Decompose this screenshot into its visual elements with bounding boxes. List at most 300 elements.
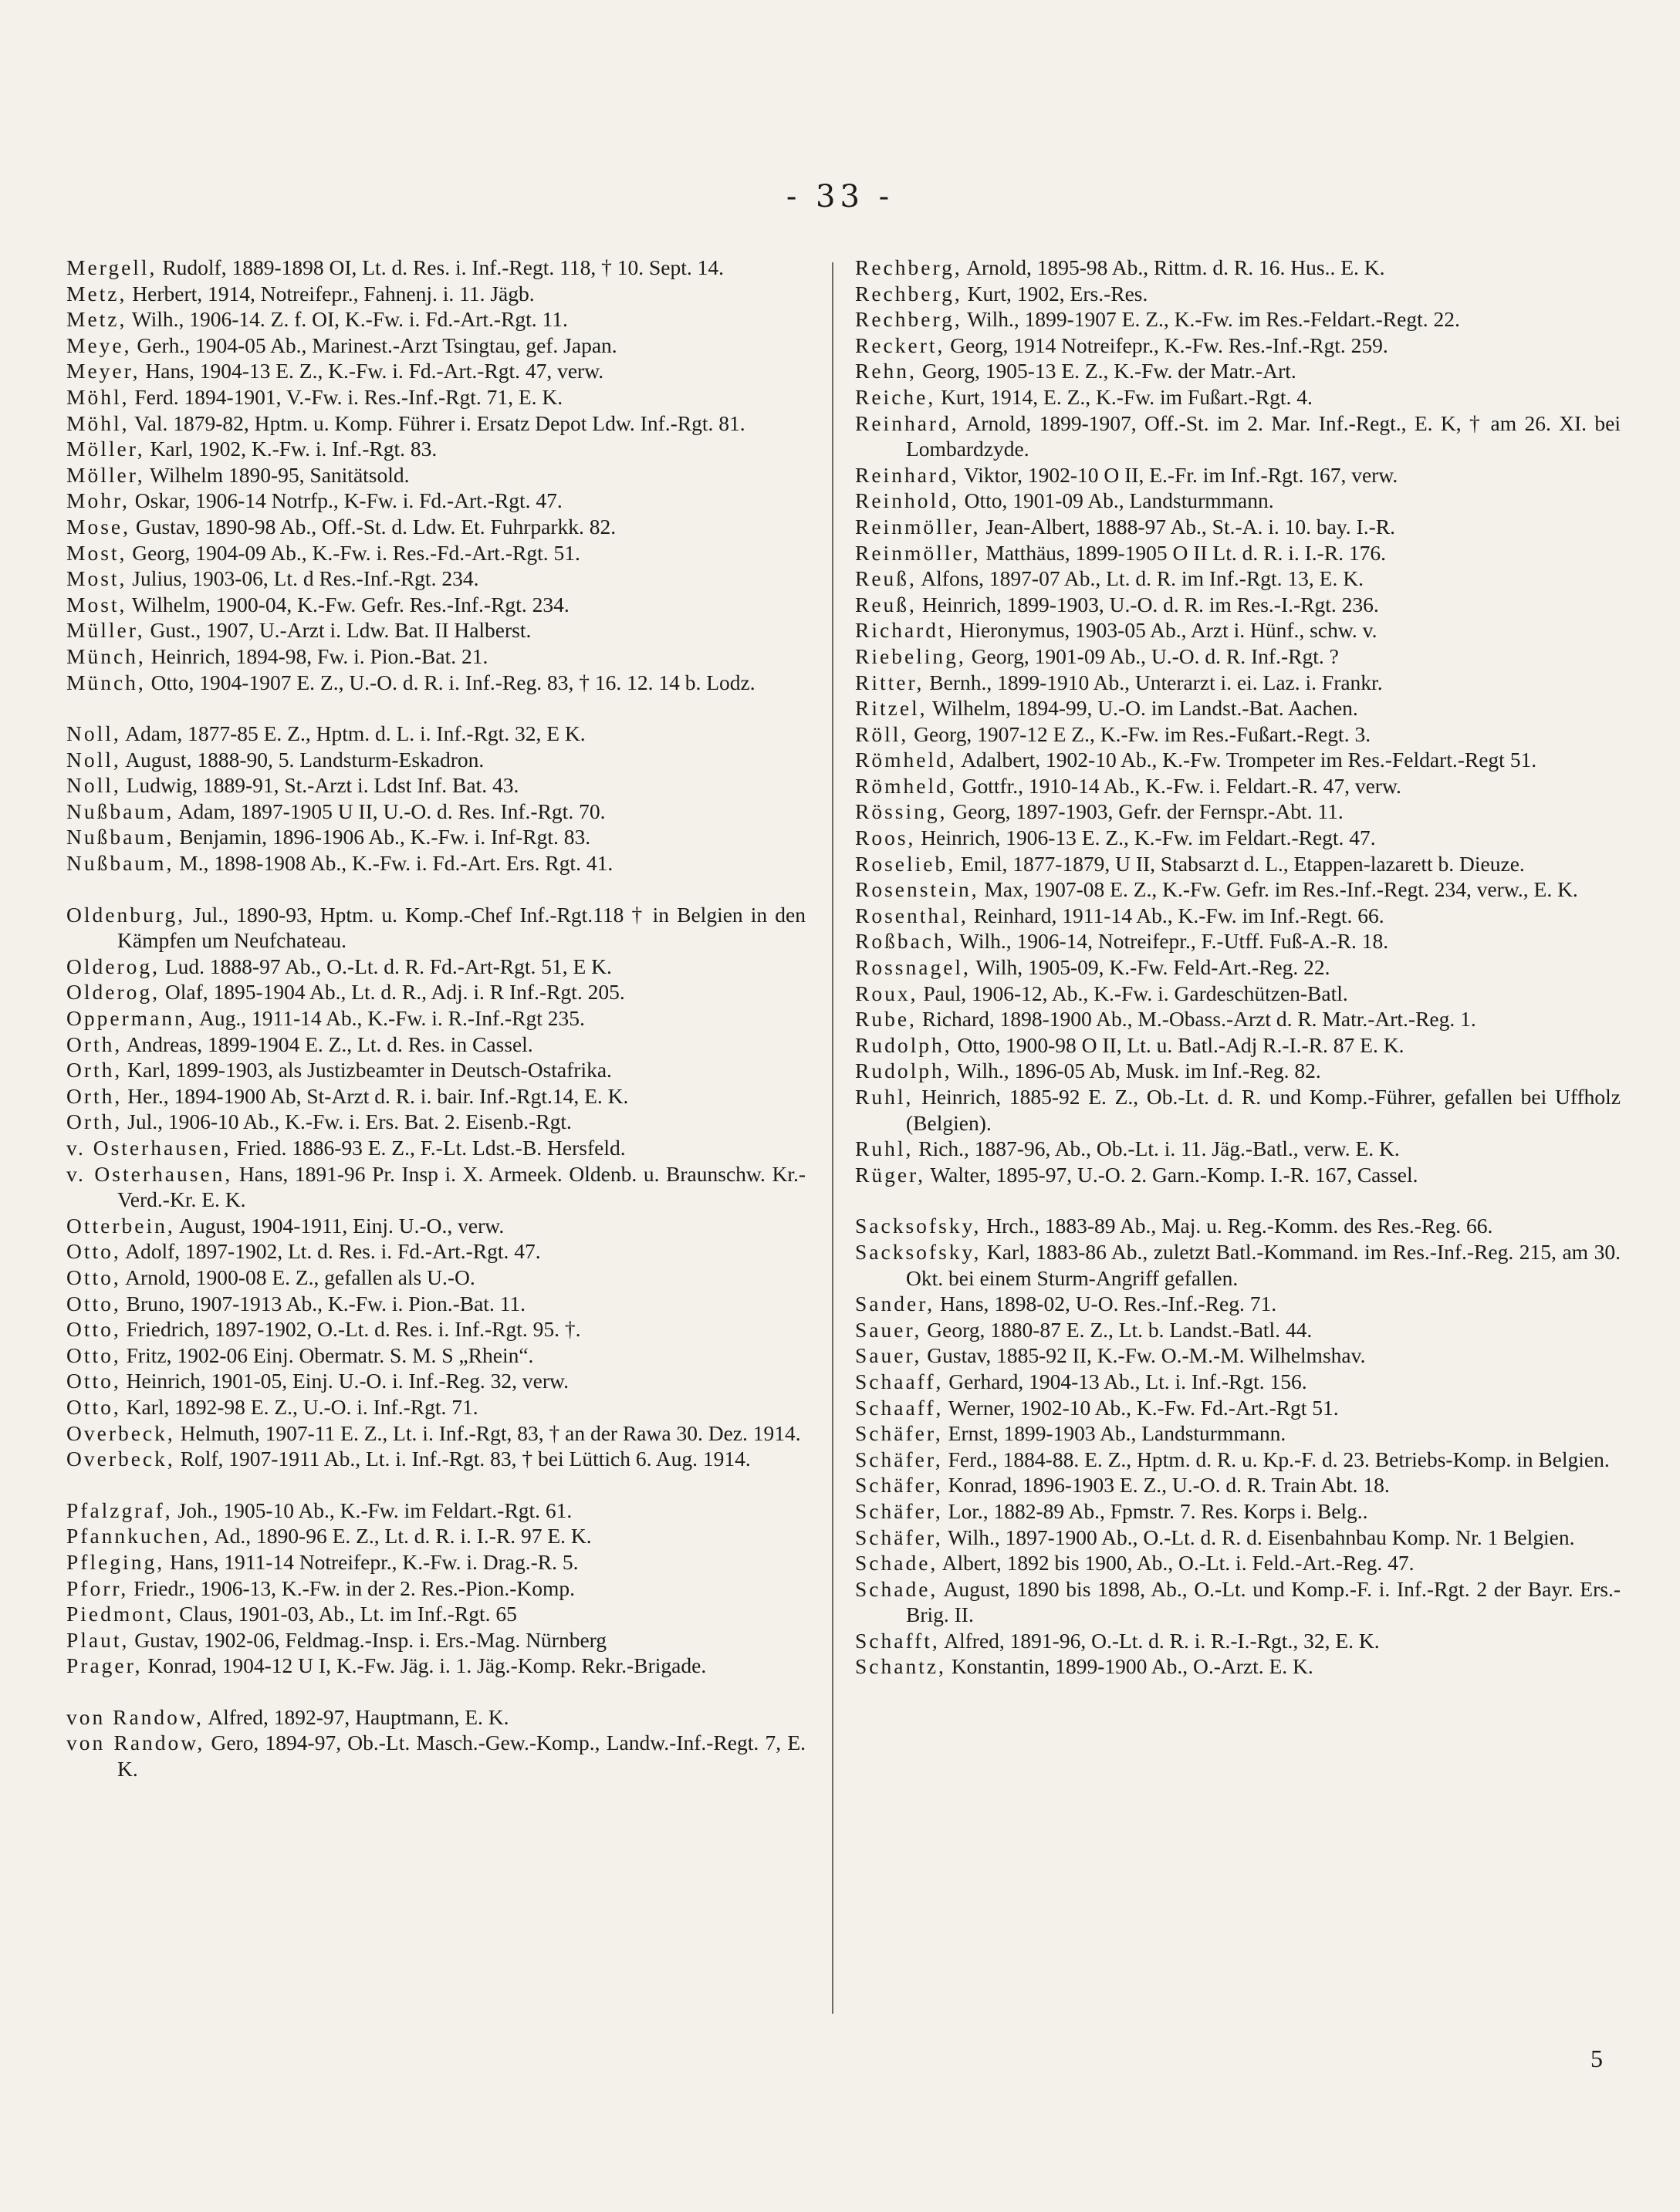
roster-entry: [855, 617, 1621, 643]
roster-entry: [66, 566, 806, 592]
roster-entry: [855, 981, 1621, 1007]
entry-name: Möhl,: [66, 384, 130, 409]
entry-details: Alfons, 1897-07 Ab., Lt. d. R. im Inf.-Rgt. 13, E. K.: [916, 566, 1364, 591]
entry-details: Matthäus, 1899-1905 O II Lt. d. R. i. I.-R. 176.: [980, 540, 1387, 565]
entry-details: Wilh., 1899-1907 E. Z., K.-Fw. im Res.-Feldart.-Regt. 22.: [962, 307, 1460, 332]
entry-details: Adolf, 1897-1902, Lt. d. Res. i. Fd.-Art.-Rgt. 47.: [120, 1239, 541, 1264]
roster-entry: [855, 1084, 1621, 1136]
entry-details: Arnold, 1895-98 Ab., Rittm. d. R. 16. Hus.. E. K.: [962, 255, 1385, 279]
entry-name: Möller,: [66, 462, 145, 487]
column-divider: [832, 262, 833, 2014]
roster-entry: [855, 410, 1621, 462]
entry-details: Karl, 1899-1903, als Justizbeamter in Deutsch-Ostafrika.: [122, 1058, 612, 1082]
entry-name: Noll,: [66, 747, 121, 772]
entry-name: Möller,: [66, 437, 145, 461]
entry-name: Münch,: [66, 643, 146, 668]
entry-name: Pfleging,: [66, 1549, 165, 1574]
entry-details: Wilh, 1905-09, K.-Fw. Feld-Art.-Reg. 22.: [970, 955, 1330, 980]
section-gap: [855, 1187, 1621, 1213]
entry-details: Rich., 1887-96, Ab., Ob.-Lt. i. 11. Jäg.-Batl., verw. E. K.: [913, 1136, 1400, 1161]
entry-details: Aug., 1911-14 Ab., K.-Fw. i. R.-Inf.-Rgt 235.: [194, 1006, 585, 1031]
entry-details: Gerhard, 1904-13 Ab., Lt. i. Inf.-Rgt. 156.: [943, 1369, 1307, 1393]
roster-entry: [66, 333, 806, 359]
roster-entry: [66, 488, 806, 514]
entry-name: Piedmont,: [66, 1602, 174, 1626]
roster-entry: [855, 799, 1621, 825]
roster-entry: [66, 1653, 806, 1679]
right-column: [855, 255, 1621, 1680]
entry-name: Reuß,: [855, 592, 917, 616]
roster-entry: [855, 747, 1621, 773]
left-column: [66, 255, 806, 1782]
entry-details: Wilh., 1896-05 Ab, Musk. im Inf.-Reg. 82.: [952, 1059, 1321, 1083]
entry-name: Most,: [66, 592, 127, 616]
entry-name: von Randow,: [66, 1731, 205, 1755]
entry-name: Otterbein,: [66, 1213, 175, 1238]
entry-name: Röll,: [855, 721, 909, 746]
entry-details: Claus, 1901-03, Ab., Lt. im Inf.-Rgt. 65: [174, 1602, 517, 1626]
entry-name: Overbeck,: [66, 1420, 175, 1445]
entry-details: Gottfr., 1910-14 Ab., K.-Fw. i. Feldart.-R. 47, verw.: [956, 773, 1401, 798]
roster-entry: [66, 1057, 806, 1083]
entry-name: Riebeling,: [855, 643, 966, 668]
roster-entry: [66, 462, 806, 488]
entry-details: Georg, 1901-09 Ab., U.-O. d. R. Inf.-Rgt. ?: [965, 643, 1339, 668]
entry-details: Emil, 1877-1879, U II, Stabsarzt d. L., Etappen-lazarett b. Dieuze.: [955, 851, 1525, 876]
entry-details: Kurt, 1902, Ers.-Res.: [962, 281, 1148, 306]
roster-entry: [855, 1369, 1621, 1395]
entry-details: Hans, 1891-96 Pr. Insp i. X. Armeek. Oldenb. u. Braunschw. Kr.-Verd.-Kr. E. K.: [117, 1161, 806, 1212]
roster-entry: [855, 1472, 1621, 1498]
entry-details: Ferd., 1884-88. E. Z., Hptm. d. R. u. Kp.-F. d. 23. Betriebs-Komp. in Belgien.: [942, 1447, 1610, 1471]
entry-name: Noll,: [66, 773, 121, 798]
roster-entry: [66, 617, 806, 643]
entry-name: Reinmöller,: [855, 540, 981, 565]
entry-details: Max, 1907-08 E. Z., K.-Fw. Gefr. im Res.-Inf.-Regt. 234, verw., E. K.: [979, 877, 1578, 902]
entry-details: Karl, 1902, K.-Fw. i. Inf.-Rgt. 83.: [144, 437, 438, 461]
roster-entry: [855, 1342, 1621, 1369]
roster-entry: [66, 799, 806, 825]
roster-entry: [66, 1161, 806, 1213]
entry-name: Prager,: [66, 1653, 143, 1678]
roster-entry: [66, 954, 806, 980]
entry-details: Wilhelm 1890-95, Sanitätsold.: [144, 462, 410, 487]
entry-details: Bruno, 1907-1913 Ab., K.-Fw. i. Pion.-Bat. 11.: [120, 1291, 526, 1315]
entry-details: M., 1898-1908 Ab., K.-Fw. i. Fd.-Art. Ers. Rgt. 41.: [174, 851, 614, 876]
entry-name: Otto,: [66, 1317, 121, 1342]
entry-details: Gero, 1894-97, Ob.-Lt. Masch.-Gew.-Komp., Landw.-Inf.-Regt. 7, E. K.: [117, 1731, 806, 1781]
roster-entry: [855, 643, 1621, 670]
roster-entry: [855, 384, 1621, 410]
entry-details: Otto, 1901-09 Ab., Landsturmmann.: [958, 488, 1274, 513]
entry-name: Rudolph,: [855, 1059, 952, 1083]
entry-name: Rehn,: [855, 359, 917, 383]
entry-name: Nußbaum,: [66, 851, 174, 876]
entry-name: Reckert,: [855, 333, 945, 357]
entry-name: Rechberg,: [855, 281, 962, 306]
entry-details: Lor., 1882-89 Ab., Fpmstr. 7. Res. Korps i. Belg..: [942, 1498, 1368, 1523]
entry-name: Schäfer,: [855, 1421, 943, 1446]
entry-details: Jul., 1890-93, Hptm. u. Komp.-Chef Inf.-Rgt.118 † in Belgien in den Kämpfen um Neufchateau.: [117, 902, 806, 953]
roster-entry: [855, 903, 1621, 929]
entry-name: Pforr,: [66, 1575, 129, 1600]
roster-entry: [855, 1420, 1621, 1447]
roster-entry: [855, 1576, 1621, 1628]
entry-details: Val. 1879-82, Hptm. u. Komp. Führer i. Ersatz Depot Ldw. Inf.-Rgt. 81.: [129, 410, 745, 435]
roster-entry: [855, 281, 1621, 307]
roster-entry: [855, 514, 1621, 540]
entry-name: Rube,: [855, 1007, 917, 1032]
roster-entry: [855, 488, 1621, 514]
roster-entry: [66, 1316, 806, 1342]
entry-details: Rolf, 1907-1911 Ab., Lt. i. Inf.-Rgt. 83, † bei Lüttich 6. Aug. 1914.: [174, 1447, 751, 1471]
roster-entry: [66, 384, 806, 410]
roster-entry: [855, 1162, 1621, 1188]
entry-name: Reinhard,: [855, 410, 959, 435]
entry-details: Reinhard, 1911-14 Ab., K.-Fw. im Inf.-Regt. 66.: [968, 903, 1384, 927]
entry-name: Roos,: [855, 826, 916, 850]
roster-entry: [66, 1575, 806, 1602]
roster-entry: [855, 540, 1621, 566]
entry-name: Sacksofsky,: [855, 1214, 982, 1238]
roster-entry: [66, 410, 806, 437]
entry-details: Richard, 1898-1900 Ab., M.-Obass.-Arzt d. R. Matr.-Art.-Reg. 1.: [916, 1007, 1476, 1032]
roster-entry: [855, 1291, 1621, 1317]
roster-entry: [66, 670, 806, 696]
entry-name: Ritzel,: [855, 696, 928, 721]
entry-name: Otto,: [66, 1239, 121, 1264]
entry-details: Konrad, 1904-12 U I, K.-Fw. Jäg. i. 1. Jäg.-Komp. Rekr.-Brigade.: [142, 1653, 707, 1678]
entry-name: Schafft,: [855, 1628, 940, 1653]
entry-details: Benjamin, 1896-1906 Ab., K.-Fw. i. Inf-Rgt. 83.: [174, 825, 591, 849]
entry-name: Ruhl,: [855, 1136, 914, 1161]
entry-name: Ritter,: [855, 670, 925, 694]
roster-entry: [66, 1109, 806, 1135]
entry-name: Schäfer,: [855, 1473, 943, 1498]
entry-name: Römheld,: [855, 773, 957, 798]
entry-name: Mohr,: [66, 488, 130, 513]
entry-details: Heinrich, 1906-13 E. Z., K.-Fw. im Feldart.-Regt. 47.: [915, 826, 1376, 850]
entry-name: Otto,: [66, 1342, 121, 1367]
entry-details: Otto, 1900-98 O II, Lt. u. Batl.-Adj R.-I.-R. 87 E. K.: [952, 1032, 1405, 1057]
entry-name: Otto,: [66, 1394, 121, 1419]
entry-name: Most,: [66, 540, 127, 565]
entry-details: Konrad, 1896-1903 E. Z., U.-O. d. R. Train Abt. 18.: [942, 1473, 1390, 1498]
entry-name: Meyer,: [66, 359, 140, 383]
roster-entry: [855, 1628, 1621, 1654]
roster-entry: [66, 358, 806, 384]
roster-entry: [855, 1058, 1621, 1084]
entry-details: Gustav, 1890-98 Ab., Off.-St. d. Ldw. Et. Fuhrparkk. 82.: [130, 514, 617, 539]
roster-entry: [855, 1317, 1621, 1343]
entry-details: Werner, 1902-10 Ab., K.-Fw. Fd.-Art.-Rgt 51.: [943, 1395, 1339, 1420]
roster-entry: [66, 592, 806, 618]
entry-name: Otto,: [66, 1369, 121, 1393]
entry-details: Georg, 1905-13 E. Z., K.-Fw. der Matr.-Art.: [916, 359, 1296, 383]
roster-entry: [66, 1523, 806, 1549]
entry-details: Gustav, 1885-92 II, K.-Fw. O.-M.-M. Wilhelmshav.: [921, 1343, 1366, 1368]
roster-entry: [855, 851, 1621, 877]
entry-details: Albert, 1892 bis 1900, Ab., O.-Lt. i. Feld.-Art.-Reg. 47.: [938, 1551, 1415, 1575]
roster-entry: [66, 1627, 806, 1653]
entry-name: Richardt,: [855, 618, 955, 643]
entry-details: Wilhelm, 1900-04, K.-Fw. Gefr. Res.-Inf.-Rgt. 234.: [127, 592, 570, 616]
section-gap: [66, 876, 806, 902]
entry-details: Konstantin, 1899-1900 Ab., O.-Arzt. E. K.: [945, 1654, 1313, 1679]
entry-details: Ferd. 1894-1901, V.-Fw. i. Res.-Inf.-Rgt. 71, E. K.: [129, 384, 563, 409]
roster-entry: [855, 1525, 1621, 1551]
entry-details: Karl, 1883-86 Ab., zuletzt Batl.-Kommand. im Res.-Inf.-Reg. 215, am 30. Okt. bei einem Sturm-Angriff gefallen.: [906, 1239, 1621, 1290]
entry-details: Julius, 1903-06, Lt. d Res.-Inf.-Rgt. 234.: [127, 566, 479, 591]
roster-entry: [855, 695, 1621, 721]
roster-entry: [855, 670, 1621, 696]
roster-entry: [66, 1704, 806, 1731]
roster-entry: [66, 1083, 806, 1109]
entry-name: Noll,: [66, 721, 121, 746]
roster-entry: [66, 1368, 806, 1394]
entry-details: Adam, 1877-85 E. Z., Hptm. d. L. i. Inf.-Rgt. 32, E K.: [120, 721, 586, 746]
entry-name: Schade,: [855, 1576, 938, 1601]
entry-details: Wilh., 1906-14, Notreifepr., F.-Utff. Fuß-A.-R. 18.: [954, 929, 1389, 954]
entry-details: Heinrich, 1894-98, Fw. i. Pion.-Bat. 21.: [145, 643, 488, 668]
roster-entry: [855, 721, 1621, 748]
entry-details: Jul., 1906-10 Ab., K.-Fw. i. Ers. Bat. 2. Eisenb.-Rgt.: [122, 1109, 572, 1134]
entry-details: Adalbert, 1902-10 Ab., K.-Fw. Trompeter im Res.-Feldart.-Regt 51.: [956, 748, 1537, 772]
roster-entry: [66, 1213, 806, 1239]
entry-name: Reuß,: [855, 566, 917, 591]
roster-entry: [855, 592, 1621, 618]
entry-name: Olderog,: [66, 980, 160, 1005]
entry-name: Reiche,: [855, 384, 936, 409]
entry-name: Münch,: [66, 670, 146, 694]
entry-details: Alfred, 1891-96, O.-Lt. d. R. i. R.-I.-Rgt., 32, E. K.: [939, 1628, 1380, 1653]
roster-entry: [66, 979, 806, 1005]
entry-details: Paul, 1906-12, Ab., K.-Fw. i. Gardeschützen-Batl.: [918, 981, 1348, 1005]
roster-entry: [855, 306, 1621, 333]
entry-name: Müller,: [66, 618, 145, 643]
entry-details: Georg, 1880-87 E. Z., Lt. b. Landst.-Batl. 44.: [921, 1317, 1313, 1342]
entry-name: Reinhold,: [855, 488, 959, 513]
entry-details: Friedrich, 1897-1902, O.-Lt. d. Res. i. Inf.-Rgt. 95. †.: [120, 1317, 581, 1342]
roster-entry: [66, 1549, 806, 1575]
entry-name: Rössing,: [855, 799, 948, 824]
entry-name: von Randow,: [66, 1704, 204, 1729]
roster-entry: [66, 1135, 806, 1161]
entry-details: Georg, 1904-09 Ab., K.-Fw. i. Res.-Fd.-Art.-Rgt. 51.: [127, 540, 580, 565]
section-gap: [66, 1472, 806, 1498]
roster-entry: [66, 306, 806, 333]
roster-entry: [66, 255, 806, 281]
entry-name: Schade,: [855, 1551, 938, 1575]
entry-details: Jean-Albert, 1888-97 Ab., St.-A. i. 10. bay. I.-R.: [980, 514, 1395, 539]
roster-entry: [855, 566, 1621, 592]
entry-details: Fried. 1886-93 E. Z., F.-Lt. Ldst.-B. Hersfeld.: [231, 1136, 626, 1160]
roster-entry: [66, 540, 806, 566]
entry-name: Römheld,: [855, 748, 957, 772]
entry-name: Reinhard,: [855, 462, 959, 487]
roster-entry: [66, 747, 806, 773]
entry-details: Bernh., 1899-1910 Ab., Unterarzt i. ei. Laz. i. Frankr.: [924, 670, 1383, 694]
entry-name: Nußbaum,: [66, 799, 174, 823]
entry-details: Friedr., 1906-13, K.-Fw. in der 2. Res.-Pion.-Komp.: [128, 1575, 576, 1600]
roster-entry: [855, 773, 1621, 799]
entry-details: Lud. 1888-97 Ab., O.-Lt. d. R. Fd.-Art-Rgt. 51, E K.: [160, 954, 612, 978]
entry-name: Rudolph,: [855, 1032, 952, 1057]
entry-details: Her., 1894-1900 Ab, St-Arzt d. R. i. bair. Inf.-Rgt.14, E. K.: [122, 1083, 629, 1108]
entry-name: Roux,: [855, 981, 918, 1005]
entry-details: Andreas, 1899-1904 E. Z., Lt. d. Res. in Cassel.: [122, 1032, 533, 1056]
entry-name: Orth,: [66, 1109, 123, 1134]
entry-name: Rosenthal,: [855, 903, 968, 927]
roster-entry: [66, 1601, 806, 1627]
entry-details: Ernst, 1899-1903 Ab., Landsturmmann.: [942, 1421, 1286, 1446]
entry-name: Rechberg,: [855, 307, 962, 332]
roster-entry: [855, 255, 1621, 281]
entry-details: Kurt, 1914, E. Z., K.-Fw. im Fußart.-Rgt. 4.: [935, 384, 1313, 409]
entry-details: Joh., 1905-10 Ab., K.-Fw. im Feldart.-Rgt. 61.: [172, 1498, 573, 1522]
roster-entry: [855, 1032, 1621, 1059]
entry-name: Plaut,: [66, 1627, 130, 1652]
entry-name: Rosenstein,: [855, 877, 979, 902]
entry-details: Viktor, 1902-10 O II, E.-Fr. im Inf.-Rgt. 167, verw.: [958, 462, 1398, 487]
roster-entry: [66, 1265, 806, 1291]
roster-entry: [855, 876, 1621, 903]
roster-entry: [66, 1730, 806, 1781]
entry-name: Rechberg,: [855, 255, 962, 279]
entry-name: Otto,: [66, 1291, 121, 1315]
entry-name: Oppermann,: [66, 1006, 195, 1031]
entry-details: Otto, 1904-1907 E. Z., U.-O. d. R. i. Inf.-Reg. 83, † 16. 12. 14 b. Lodz.: [145, 670, 755, 694]
entry-name: Schäfer,: [855, 1525, 943, 1549]
roster-entry: [66, 721, 806, 747]
roster-entry: [855, 928, 1621, 954]
roster-entry: [66, 1394, 806, 1420]
entry-details: Gustav, 1902-06, Feldmag.-Insp. i. Ers.-Mag. Nürnberg: [129, 1627, 607, 1652]
entry-details: Heinrich, 1901-05, Einj. U.-O. i. Inf.-Reg. 32, verw.: [120, 1369, 569, 1393]
entry-details: August, 1888-90, 5. Landsturm-Eskadron.: [120, 747, 485, 772]
entry-name: Pfannkuchen,: [66, 1524, 211, 1548]
sheet-number: 5: [1590, 2045, 1603, 2072]
entry-details: August, 1904-1911, Einj. U.-O., verw.: [174, 1213, 505, 1238]
entry-name: Möhl,: [66, 410, 130, 435]
entry-details: Fritz, 1902-06 Einj. Obermatr. S. M. S „Rhein“.: [120, 1342, 534, 1367]
entry-details: August, 1890 bis 1898, Ab., O.-Lt. und Komp.-F. i. Inf.-Rgt. 2 der Bayr. Ers.-Brig. II.: [906, 1576, 1621, 1627]
entry-details: Hrch., 1883-89 Ab., Maj. u. Reg.-Komm. des Res.-Reg. 66.: [981, 1214, 1493, 1238]
entry-name: v. Osterhausen,: [66, 1136, 232, 1160]
entry-details: Hans, 1904-13 E. Z., K.-Fw. i. Fd.-Art.-Rgt. 47, verw.: [140, 359, 604, 383]
entry-details: Olaf, 1895-1904 Ab., Lt. d. R., Adj. i. R Inf.-Rgt. 205.: [160, 980, 625, 1005]
entry-details: Heinrich, 1899-1903, U.-O. d. R. im Res.-I.-Rgt. 236.: [916, 592, 1379, 616]
roster-entry: [855, 1213, 1621, 1239]
entry-name: Meye,: [66, 333, 132, 357]
roster-entry: [855, 1447, 1621, 1473]
entry-details: Alfred, 1892-97, Hauptmann, E. K.: [203, 1704, 509, 1729]
entry-name: Oldenburg,: [66, 902, 185, 927]
roster-entry: [66, 514, 806, 540]
entry-name: Sander,: [855, 1292, 935, 1316]
entry-name: Schaaff,: [855, 1369, 944, 1393]
roster-entry: [66, 1498, 806, 1524]
roster-entry: [66, 902, 806, 954]
entry-name: Sauer,: [855, 1317, 922, 1342]
entry-name: Orth,: [66, 1083, 123, 1108]
roster-entry: [66, 1291, 806, 1317]
entry-details: Gerh., 1904-05 Ab., Marinest.-Arzt Tsingtau, gef. Japan.: [131, 333, 617, 357]
entry-name: Reinmöller,: [855, 514, 981, 539]
entry-name: Pfalzgraf,: [66, 1498, 173, 1522]
roster-entry: [66, 824, 806, 850]
entry-details: Karl, 1892-98 E. Z., U.-O. i. Inf.-Rgt. 71.: [120, 1394, 478, 1419]
entry-name: Orth,: [66, 1032, 123, 1056]
entry-name: Metz,: [66, 281, 127, 306]
entry-name: Most,: [66, 566, 127, 591]
entry-name: Nußbaum,: [66, 825, 174, 849]
entry-details: Georg, 1907-12 E Z., K.-Fw. im Res.-Fußart.-Regt. 3.: [908, 721, 1371, 746]
roster-entry: [855, 1239, 1621, 1291]
roster-entry: [66, 436, 806, 462]
entry-name: Overbeck,: [66, 1447, 175, 1471]
page-number: - 33 -: [786, 179, 894, 214]
entry-details: Oskar, 1906-14 Notrfp., K-Fw. i. Fd.-Art.-Rgt. 47.: [129, 488, 563, 513]
roster-entry: [855, 358, 1621, 384]
entry-details: Wilh., 1906-14. Z. f. OI, K.-Fw. i. Fd.-Art.-Rgt. 11.: [127, 307, 568, 332]
entry-name: Mose,: [66, 514, 130, 539]
entry-name: Roßbach,: [855, 929, 955, 954]
entry-name: Sauer,: [855, 1343, 922, 1368]
roster-entry: [66, 643, 806, 670]
entry-details: Hieronymus, 1903-05 Ab., Arzt i. Hünf., schw. v.: [954, 618, 1377, 643]
entry-details: Georg, 1897-1903, Gefr. der Fernspr.-Abt. 11.: [947, 799, 1344, 824]
section-gap: [66, 695, 806, 721]
entry-name: v. Osterhausen,: [66, 1161, 233, 1186]
entry-details: Heinrich, 1885-92 E. Z., Ob.-Lt. d. R. und Komp.-Führer, gefallen bei Uffholz (Belgien).: [906, 1085, 1621, 1135]
roster-entry: [66, 1446, 806, 1472]
roster-entry: [66, 281, 806, 307]
entry-details: Ludwig, 1889-91, St.-Arzt i. Ldst Inf. Bat. 43.: [120, 773, 519, 798]
entry-name: Rüger,: [855, 1162, 925, 1187]
entry-name: Schantz,: [855, 1654, 946, 1679]
entry-name: Schäfer,: [855, 1447, 943, 1471]
roster-entry: [66, 772, 806, 799]
entry-name: Schaaff,: [855, 1395, 944, 1420]
roster-entry: [855, 954, 1621, 981]
entry-details: Arnold, 1899-1907, Off.-St. im 2. Mar. Inf.-Regt., E. K, † am 26. XI. bei Lombardzyde.: [906, 410, 1621, 461]
roster-entry: [66, 850, 806, 876]
entry-name: Orth,: [66, 1058, 123, 1082]
entry-details: Walter, 1895-97, U.-O. 2. Garn.-Komp. I.-R. 167, Cassel.: [925, 1162, 1418, 1187]
roster-entry: [855, 825, 1621, 851]
roster-entry: [855, 1653, 1621, 1680]
roster-entry: [855, 333, 1621, 359]
roster-entry: [855, 1498, 1621, 1525]
roster-entry: [855, 1006, 1621, 1032]
entry-name: Schäfer,: [855, 1498, 943, 1523]
entry-details: Hans, 1911-14 Notreifepr., K.-Fw. i. Drag.-R. 5.: [164, 1549, 579, 1574]
entry-details: Georg, 1914 Notreifepr., K.-Fw. Res.-Inf.-Rgt. 259.: [945, 333, 1388, 357]
entry-name: Sacksofsky,: [855, 1239, 982, 1264]
section-gap: [66, 1679, 806, 1704]
roster-entry: [855, 462, 1621, 488]
entry-details: Rudolf, 1889-1898 OI, Lt. d. Res. i. Inf.-Regt. 118, † 10. Sept. 14.: [157, 255, 724, 279]
roster-entry: [66, 1342, 806, 1369]
entry-details: Arnold, 1900-08 E. Z., gefallen als U.-O.: [120, 1265, 475, 1289]
entry-details: Hans, 1898-02, U-O. Res.-Inf.-Reg. 71.: [935, 1292, 1277, 1316]
entry-name: Rossnagel,: [855, 955, 971, 980]
entry-name: Mergell,: [66, 255, 157, 279]
roster-entry: [855, 1136, 1621, 1162]
entry-details: Gust., 1907, U.-Arzt i. Ldw. Bat. II Halberst.: [144, 618, 532, 643]
roster-entry: [66, 1238, 806, 1265]
